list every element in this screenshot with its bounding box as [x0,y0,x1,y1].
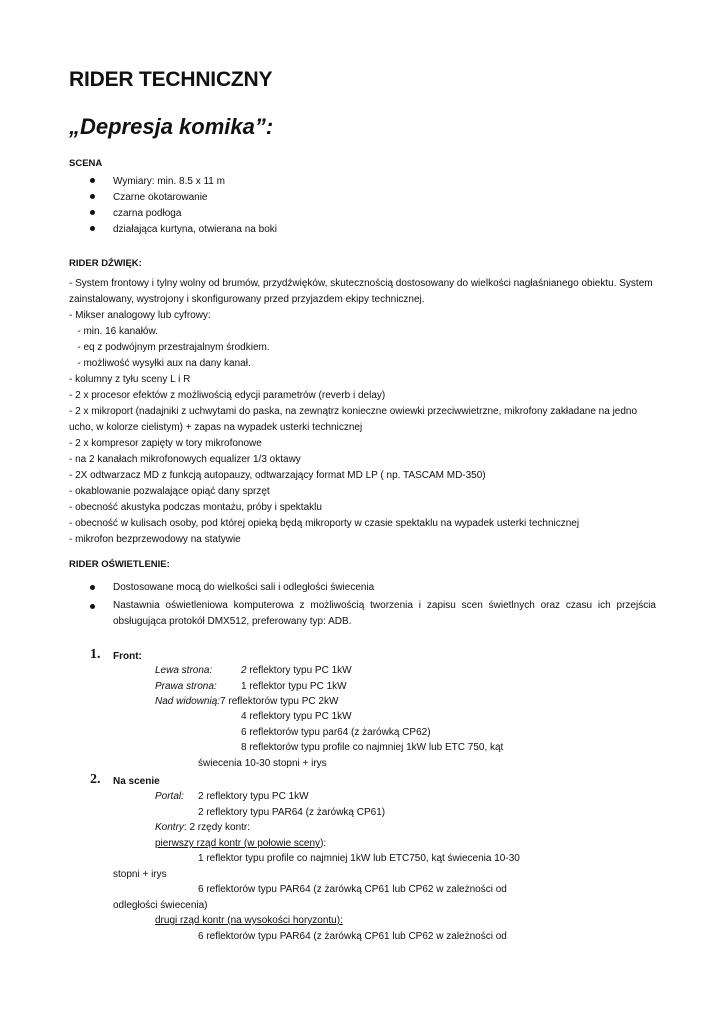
dzwiek-line: - min. 16 kanałów. [69,326,158,337]
row1-line [155,837,326,850]
dzwiek-line: - obecność akustyka podczas montażu, próby i spektaklu [69,502,322,513]
dzwiek-line: - Mikser analogowy lub cyfrowy: [69,310,211,321]
kontry-text: : 2 rzędy kontr: [183,822,251,833]
dzwiek-line: - możliwość wysyłki aux na dany kanał. [69,358,251,369]
dzwiek-line: - 2 x procesor efektów z możliwością edycji parametrów (reverb i delay) [69,390,386,401]
scena-item: czarna podłoga [113,208,182,219]
lewa-label: Lewa strona: [155,665,213,676]
nad-label: Nad widownią: [155,696,221,707]
scena-item: Wymiary: min. 8.5 x 11 m [113,176,225,187]
portal-line: 2 reflektory typu PC 1kW [198,791,309,802]
scena-heading: SCENA [69,158,103,169]
dzwiek-line: - kolumny z tyłu sceny L i R [69,374,191,385]
row2-item: 6 reflektorów typu PAR64 (z żarówką CP61 lub CP62 w zależności od [198,931,507,942]
list-number: 2. [90,772,101,787]
bullet-icon [90,210,95,215]
row1-item: 6 reflektorów typu PAR64 (z żarówką CP61 lub CP62 w zależności od [198,884,507,895]
dzwiek-line: zainstalowany, wystrojony i skonfigurowany przed przyjazdem ekipy technicznej. [69,294,425,305]
lewa-qty: 2 [241,665,247,676]
front-line: 6 reflektorów typu par64 (z żarówką CP62) [241,727,431,738]
dzwiek-line: - obecność w kulisach osoby, pod której opieką będą mikroporty w czasie spektaklu na wypadek usterki technicznej [69,518,580,529]
dzwiek-line: - 2X odtwarzacz MD z funkcją autopauzy, odtwarzający format MD LP ( np. TASCAM MD-350) [69,470,486,481]
scena-item: Czarne okotarowanie [113,192,208,203]
oswietlenie-bullet: Dostosowane mocą do wielkości sali i odległości świecenia [113,582,375,593]
dzwiek-line: - okablowanie pozwalające opiąć dany sprzęt [69,486,270,497]
dzwiek-text [69,276,659,548]
row1-label: pierwszy rząd kontr (w połowie sceny [155,838,321,849]
document-subtitle: „Depresja komika”: [69,114,274,139]
front-line: 4 reflektory typu PC 1kW [241,711,352,722]
bullet-icon [90,178,95,183]
prawa-text: 1 reflektor typu PC 1kW [241,681,347,692]
oswietlenie-bullet: Nastawnia oświetleniowa komputerowa z możliwością tworzenia i zapisu scen świetlnych oraz czasu ich przejścia obsługująca protokół DMX512, preferowany typ: ADB. [113,600,656,627]
lewa-desc: reflektory typu PC 1kW [246,665,352,676]
dzwiek-line: - eq z podwójnym przestrajalnym środkiem. [69,342,270,353]
bullet-icon [90,194,95,199]
prawa-label: Prawa strona: [155,681,217,692]
scena-item: działająca kurtyna, otwierana na boki [113,224,277,235]
na-scenie-label: Na scenie [113,776,160,787]
bullet-icon [90,604,95,609]
front-label: Front: [113,651,142,662]
nad-text: 7 reflektorów typu PC 2kW [220,696,339,707]
document-title: RIDER TECHNICZNY [69,68,273,91]
dzwiek-line: - mikrofon bezprzewodowy na statywie [69,534,241,545]
dzwiek-heading: RIDER DŹWIĘK: [69,258,142,269]
kontry-line [155,821,250,834]
row1-item-cont: stopni + irys [113,869,167,880]
dzwiek-line: ucho, w kolorze cielistym) + zapas na wypadek usterki technicznej [69,422,363,433]
nad-widownia-line [155,695,338,708]
list-number: 1. [90,647,101,662]
kontry-label: Kontry [155,822,184,833]
portal-label: Portal: [155,791,184,802]
dzwiek-line: - na 2 kanałach mikrofonowych equalizer 1/3 oktawy [69,454,301,465]
row1-item-cont: odległości świecenia) [113,900,208,911]
lewa-text [241,664,352,677]
dzwiek-line: - 2 x kompresor zapięty w tory mikrofonowe [69,438,262,449]
row1-after: ): [320,838,327,849]
portal-line: 2 reflektory typu PAR64 (z żarówką CP61) [198,807,386,818]
front-line: 8 reflektorów typu profile co najmniej 1kW lub ETC 750, kąt [241,742,504,753]
oswietlenie-heading: RIDER OŚWIETLENIE: [69,559,170,570]
bullet-icon [90,226,95,231]
row1-item: 1 reflektor typu profile co najmniej 1kW lub ETC750, kąt świecenia 10-30 [198,853,520,864]
front-line: świecenia 10-30 stopni + irys [198,758,327,769]
dzwiek-line: - System frontowy i tylny wolny od brumów, przydźwięków, skutecznością dostosowany do wielkości nagłaśnianego obiektu. System [69,278,653,289]
row2-label: drugi rząd kontr (na wysokości horyzontu): [155,915,343,926]
bullet-icon [90,585,95,590]
dzwiek-line: - 2 x mikroport (nadajniki z uchwytami do paska, na zewnątrz konieczne owiewki przeciwwietrzne, mikrofony zakładane na jedno [69,406,638,417]
